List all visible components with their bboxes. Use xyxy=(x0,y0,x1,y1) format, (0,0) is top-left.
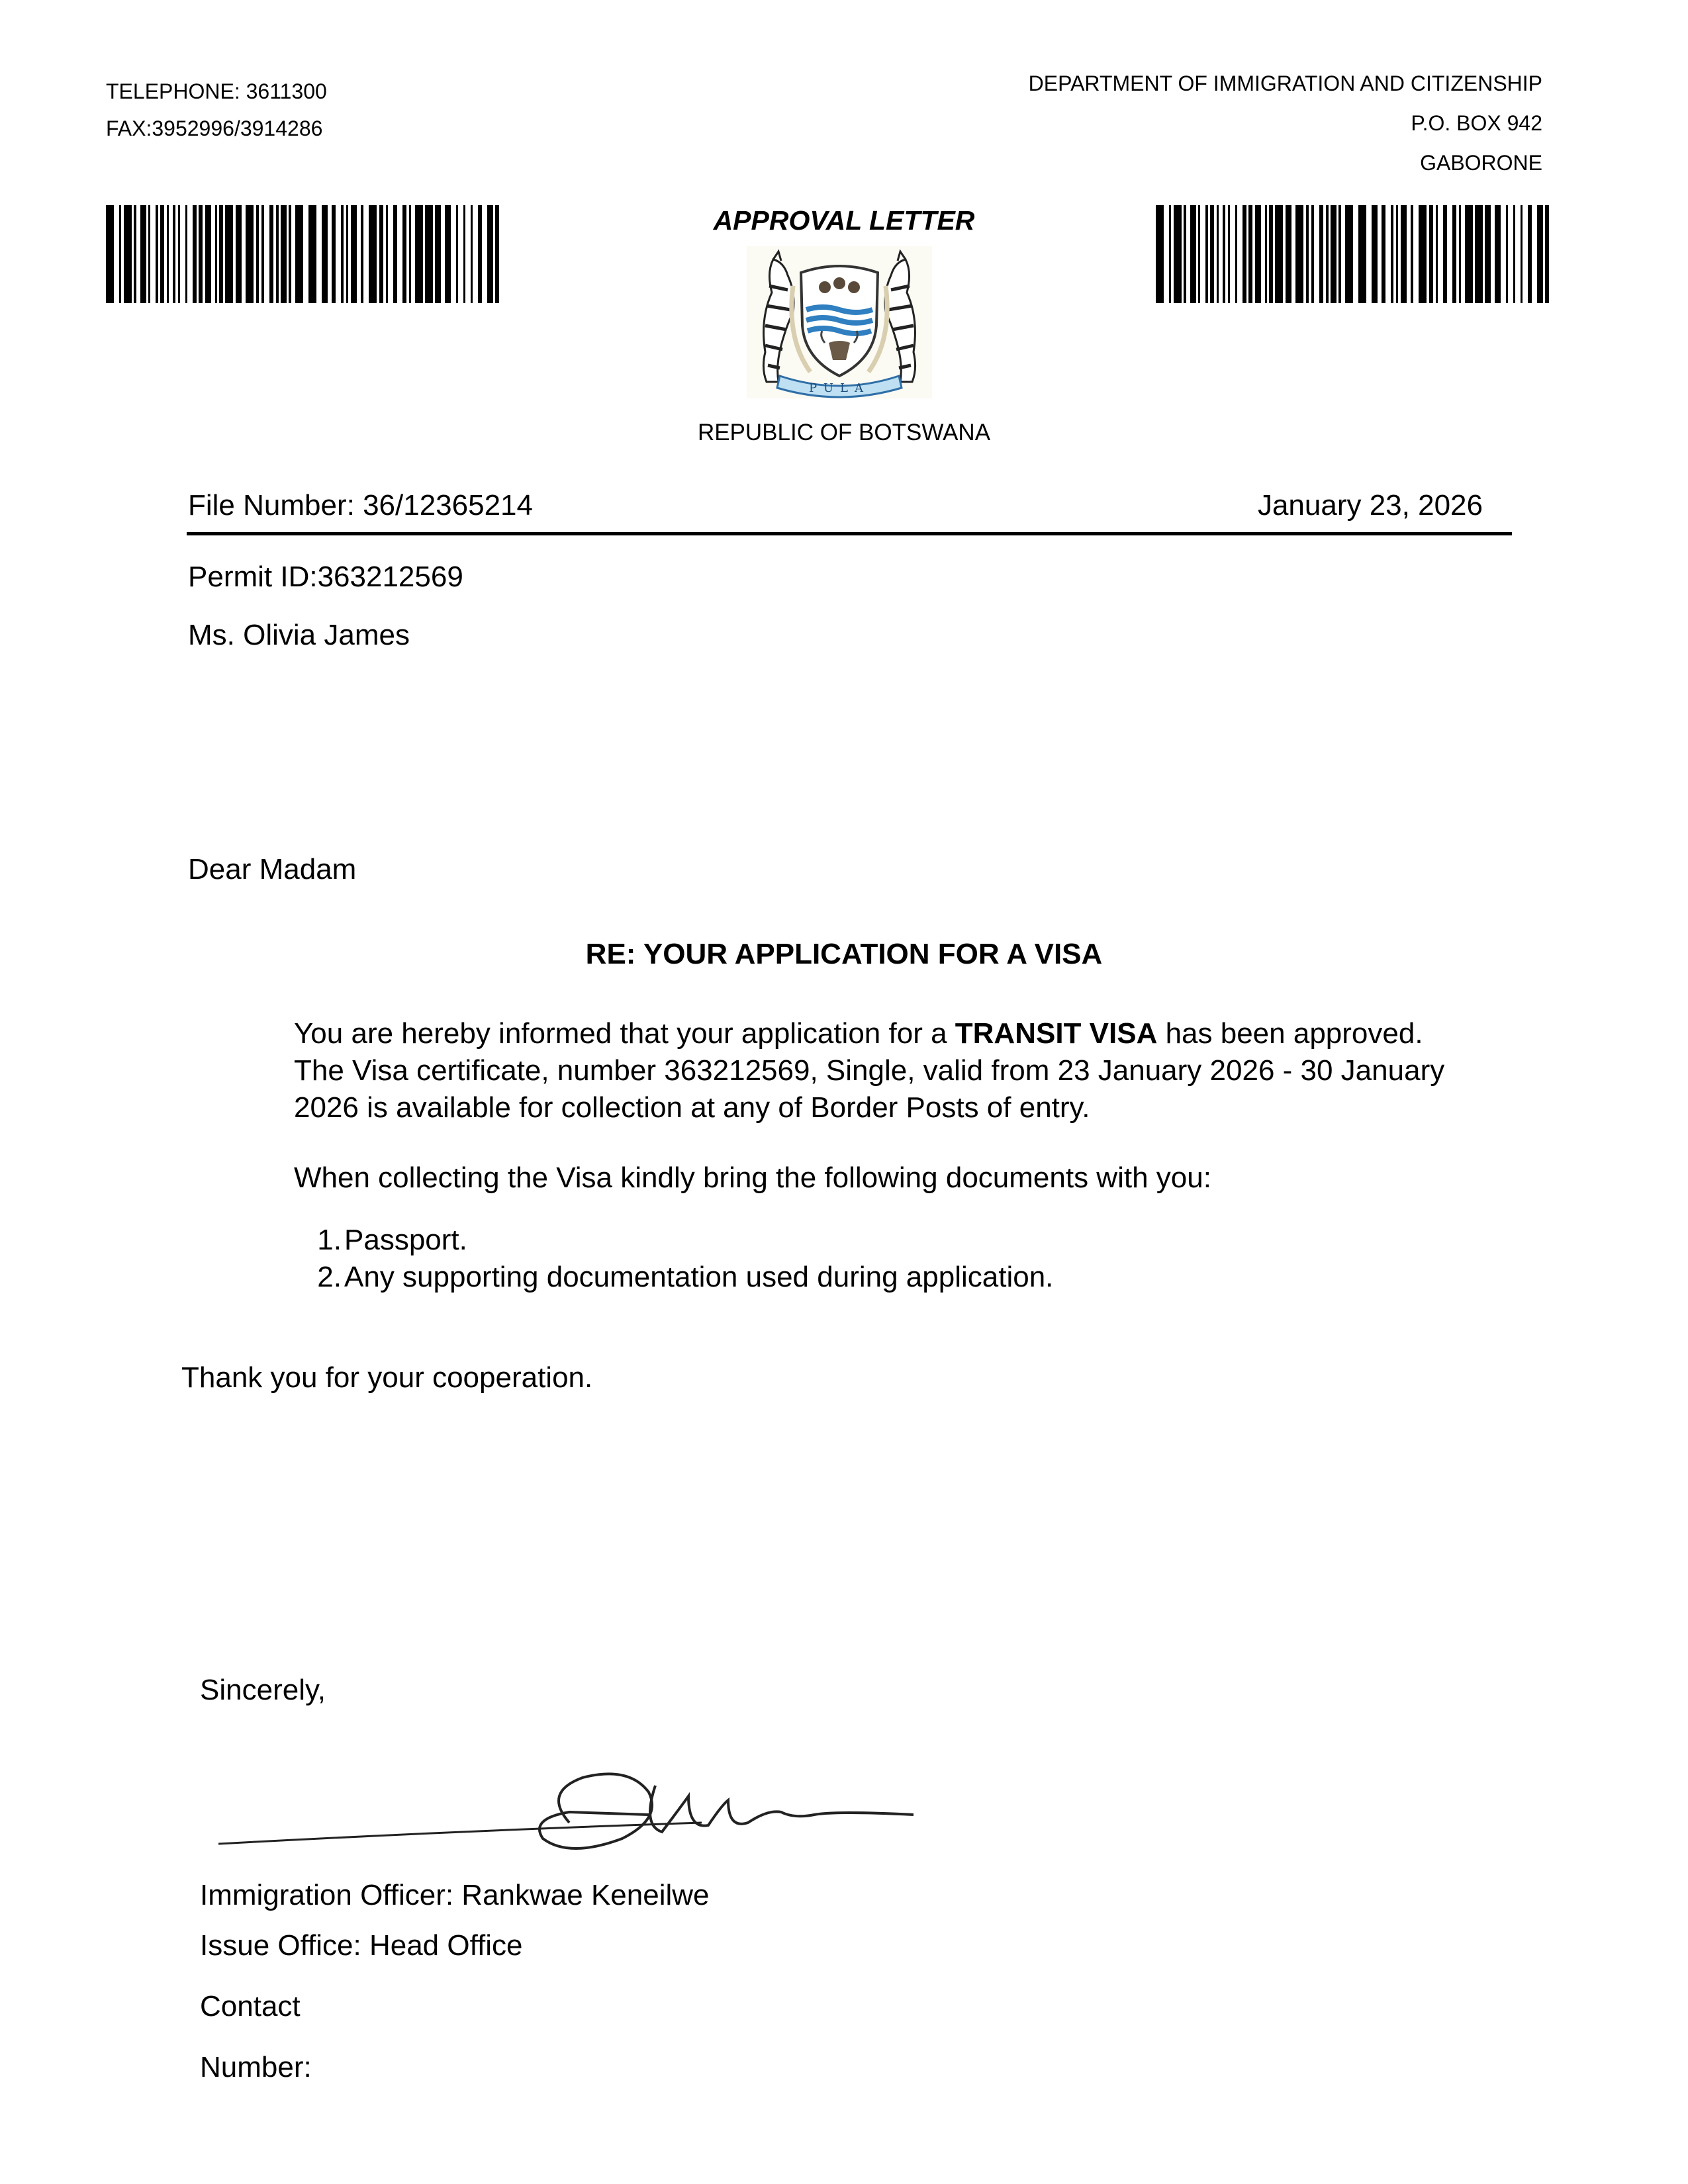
department-name: DEPARTMENT OF IMMIGRATION AND CITIZENSHIP xyxy=(1028,71,1542,95)
republic-label: REPUBLIC OF BOTSWANA xyxy=(697,420,991,445)
subject-line: RE: YOUR APPLICATION FOR A VISA xyxy=(585,938,1103,970)
officer-name: Immigration Officer: Rankwae Keneilwe xyxy=(200,1879,710,1911)
contact-number-label: Number: xyxy=(200,2051,312,2083)
file-number: File Number: 36/12365214 xyxy=(188,489,533,522)
fax: FAX:3952996/3914286 xyxy=(106,116,323,140)
approval-text-prefix: You are hereby informed that your application for a xyxy=(294,1017,955,1050)
coat-of-arms xyxy=(747,246,932,398)
collection-instructions: When collecting the Visa kindly bring the following documents with you: xyxy=(294,1161,1211,1194)
approval-text-suffix: has been approved. xyxy=(1157,1017,1423,1050)
list-item-number: 1. xyxy=(317,1224,342,1256)
signature-graphic xyxy=(199,1766,947,1858)
required-documents-list xyxy=(314,1222,1053,1296)
letter-date: January 23, 2026 xyxy=(1257,489,1483,522)
motto-text: PULA xyxy=(809,381,870,395)
salutation: Dear Madam xyxy=(188,853,357,886)
list-item xyxy=(314,1259,1053,1296)
header-divider xyxy=(187,532,1512,535)
list-item-text: Any supporting documentation used during application. xyxy=(344,1261,1054,1293)
signature xyxy=(199,1766,947,1858)
list-item-number: 2. xyxy=(317,1261,342,1293)
telephone: TELEPHONE: 3611300 xyxy=(106,79,327,103)
coat-of-arms-emblem xyxy=(747,246,932,398)
list-item-text: Passport. xyxy=(344,1224,467,1256)
po-box: P.O. BOX 942 xyxy=(1411,111,1542,135)
permit-id: Permit ID:363212569 xyxy=(188,561,463,593)
approval-paragraph-line1 xyxy=(294,1015,1423,1052)
closing: Sincerely, xyxy=(200,1674,326,1706)
thank-you-line: Thank you for your cooperation. xyxy=(181,1361,593,1394)
approval-paragraph-line2: The Visa certificate, number 363212569, Single, valid from 23 January 2026 - 30 January xyxy=(294,1054,1445,1087)
city: GABORONE xyxy=(1420,151,1542,175)
issue-office: Issue Office: Head Office xyxy=(200,1929,523,1962)
contact-label: Contact xyxy=(200,1990,301,2023)
recipient-name: Ms. Olivia James xyxy=(188,619,410,651)
letter-title: APPROVAL LETTER xyxy=(713,205,975,236)
list-item xyxy=(314,1222,1053,1259)
approval-paragraph-line3: 2026 is available for collection at any of Border Posts of entry. xyxy=(294,1091,1090,1124)
visa-type: TRANSIT VISA xyxy=(955,1017,1158,1050)
